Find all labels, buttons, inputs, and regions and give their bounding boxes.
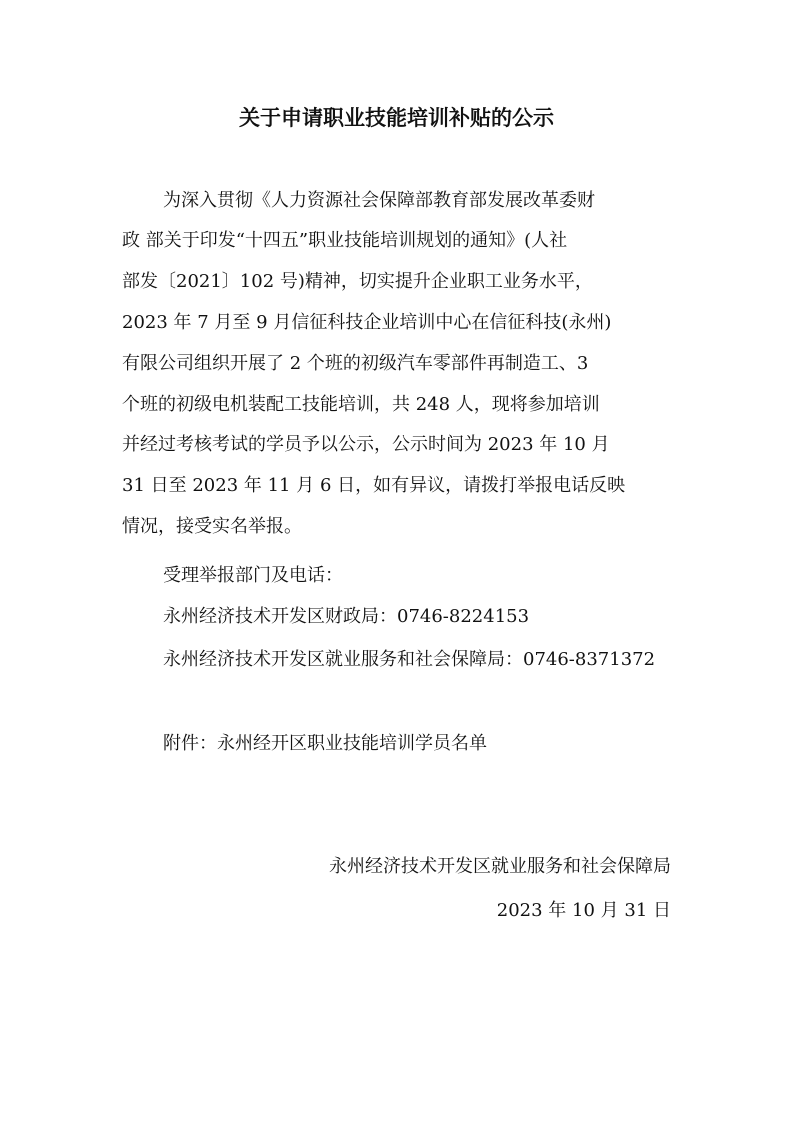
- body-line-9: 情况，接受实名举报。: [122, 516, 302, 537]
- body-line-2: 政 部关于印发“十四五”职业技能培训规划的通知》(人社: [122, 230, 568, 251]
- body-line-3: 部发〔2021〕102 号)精神，切实提升企业职工业务水平，: [122, 271, 593, 292]
- body-line-5: 有限公司组织开展了 2 个班的初级汽车零部件再制造工、3: [122, 353, 589, 374]
- contact-social-security-bureau: 永州经济技术开发区就业服务和社会保障局：0746-8371372: [163, 649, 656, 670]
- signature-organization: 永州经济技术开发区就业服务和社会保障局: [329, 856, 671, 877]
- body-line-7: 并经过考核考试的学员予以公示，公示时间为 2023 年 10 月: [122, 434, 610, 455]
- body-line-4: 2023 年 7 月至 9 月信征科技企业培训中心在信征科技(永州): [122, 312, 612, 333]
- contact-finance-bureau: 永州经济技术开发区财政局：0746-8224153: [163, 606, 530, 627]
- body-line-8: 31 日至 2023 年 11 月 6 日，如有异议，请拨打举报电话反映: [122, 475, 626, 496]
- body-line-1: 为深入贯彻《人力资源社会保障部教育部发展改革委财: [163, 190, 595, 211]
- attachment-note: 附件：永州经开区职业技能培训学员名单: [163, 733, 487, 754]
- body-line-6: 个班的初级电机装配工技能培训，共 248 人，现将参加培训: [122, 394, 600, 415]
- signature-date: 2023 年 10 月 31 日: [496, 900, 671, 921]
- contact-heading: 受理举报部门及电话：: [163, 565, 343, 586]
- document-title: 关于申请职业技能培训补贴的公示: [239, 106, 554, 130]
